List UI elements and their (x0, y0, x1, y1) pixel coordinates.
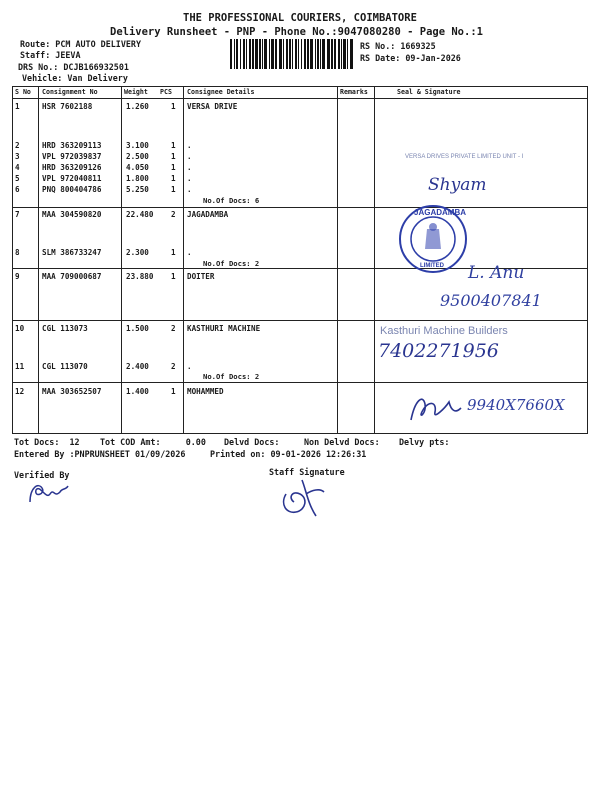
delivery-points: Delvy pts: (399, 437, 450, 447)
column-divider (374, 86, 375, 433)
row-consignee: . (187, 141, 192, 150)
row-divider (12, 382, 588, 383)
barcode (230, 39, 356, 69)
route-label: Route: PCM AUTO DELIVERY (20, 39, 142, 49)
barcode-bar (304, 39, 306, 69)
barcode-bar (252, 39, 254, 69)
signature-row-1: Shyam (428, 175, 487, 195)
kasthuri-company-stamp: Kasthuri Machine Builders (380, 325, 508, 337)
table-bottom-border (12, 433, 588, 434)
barcode-bar (301, 39, 302, 69)
versa-company-stamp: VERSA DRIVES PRIVATE LIMITED UNIT - I (405, 154, 524, 160)
row-pcs: 1 (171, 185, 176, 194)
row-pcs: 1 (171, 174, 176, 183)
barcode-bar (315, 39, 316, 69)
row-consignee: KASTHURI MACHINE (187, 324, 261, 333)
barcode-bar (236, 39, 238, 69)
barcode-bar (295, 39, 297, 69)
barcode-bar (234, 39, 235, 69)
row-weight: 1.400 (126, 387, 149, 396)
staff-label: Staff: JEEVA (20, 50, 81, 60)
column-divider (337, 86, 338, 433)
printed-on: Printed on: 09-01-2026 12:26:31 (210, 449, 367, 459)
row-sno: 6 (15, 185, 20, 194)
row-pcs: 2 (171, 324, 176, 333)
verified-by-signature (24, 478, 72, 508)
barcode-bar (275, 39, 277, 69)
company-title: THE PROFESSIONAL COURIERS, COIMBATORE (183, 12, 417, 24)
row-sno: 7 (15, 210, 20, 219)
barcode-bar (341, 39, 342, 69)
row-sno: 3 (15, 152, 20, 161)
table-top-border (12, 86, 588, 87)
runsheet-subtitle: Delivery Runsheet - PNP - Phone No.:9047080280 - Page No.:1 (110, 26, 483, 38)
header-weight: Weight (124, 88, 148, 96)
barcode-bar (269, 39, 270, 69)
row-weight: 2.400 (126, 362, 149, 371)
row-pcs: 1 (171, 272, 176, 281)
entered-by: Entered By :PNPRUNSHEET 01/09/2026 (14, 449, 186, 459)
signature-row-12 (405, 390, 465, 426)
rs-date: RS Date: 09-Jan-2026 (360, 53, 461, 63)
row-weight: 22.480 (126, 210, 154, 219)
barcode-bar (262, 39, 263, 69)
total-docs: Tot Docs: 12 (14, 437, 80, 447)
column-divider (587, 86, 588, 433)
receiver-name-row-9: L. Anu (468, 263, 525, 283)
row-sno: 11 (15, 362, 25, 371)
row-sno: 4 (15, 163, 20, 172)
row-pcs: 1 (171, 248, 176, 257)
row-pcs: 2 (171, 210, 176, 219)
row-consignee: DOITER (187, 272, 215, 281)
barcode-bar (310, 39, 313, 69)
row-consignee: . (187, 174, 192, 183)
barcode-bar (317, 39, 319, 69)
row-weight: 1.800 (126, 174, 149, 183)
barcode-bar (230, 39, 232, 69)
phone-row-12: 9940X7660X (467, 396, 565, 414)
barcode-bar (264, 39, 267, 69)
barcode-bar (249, 39, 251, 69)
row-weight: 4.050 (126, 163, 149, 172)
barcode-bar (286, 39, 288, 69)
barcode-bar (322, 39, 325, 69)
row-sno: 9 (15, 272, 20, 281)
row-consignment: HRD 363209126 (42, 163, 102, 172)
row-divider (12, 320, 588, 321)
barcode-bar (292, 39, 293, 69)
barcode-bar (343, 39, 346, 69)
row-consignee: VERSA DRIVE (187, 102, 238, 111)
row-weight: 1.260 (126, 102, 149, 111)
row-consignment: MAA 304590820 (42, 210, 102, 219)
row-consignment: HSR 7602188 (42, 102, 93, 111)
barcode-bar (255, 39, 258, 69)
column-divider (121, 86, 122, 433)
row-pcs: 1 (171, 387, 176, 396)
row-weight: 23.880 (126, 272, 154, 281)
row-pcs: 1 (171, 102, 176, 111)
barcode-bar (338, 39, 340, 69)
header-seal: Seal & Signature (397, 88, 461, 96)
phone-row-9: 9500407841 (440, 291, 542, 310)
row-pcs: 1 (171, 163, 176, 172)
row-pcs: 2 (171, 362, 176, 371)
barcode-bar (289, 39, 291, 69)
staff-signature-mark (276, 474, 328, 520)
row-sno: 1 (15, 102, 20, 111)
row-consignee: . (187, 248, 192, 257)
phone-row-10: 7402271956 (378, 340, 499, 362)
row-sno: 8 (15, 248, 20, 257)
row-consignment: CGL 113073 (42, 324, 88, 333)
barcode-bar (243, 39, 245, 69)
column-divider (38, 86, 39, 433)
barcode-bar (350, 39, 353, 69)
header-remarks: Remarks (340, 88, 368, 96)
row-weight: 2.300 (126, 248, 149, 257)
row-divider (12, 207, 588, 208)
row-consignment: PNQ 800404786 (42, 185, 102, 194)
docs-count-note: No.Of Docs: 2 (203, 372, 260, 381)
barcode-bar (240, 39, 241, 69)
row-weight: 2.500 (126, 152, 149, 161)
barcode-bar (259, 39, 261, 69)
barcode-bar (320, 39, 321, 69)
row-consignment: MAA 709000687 (42, 272, 102, 281)
row-sno: 10 (15, 324, 25, 333)
vehicle-label: Vehicle: Van Delivery (22, 73, 128, 83)
docs-count-note: No.Of Docs: 6 (203, 196, 260, 205)
header-consignee: Consignee Details (187, 88, 255, 96)
row-pcs: 1 (171, 152, 176, 161)
round-seal-lower-text: LIMITED (420, 263, 444, 269)
total-cod-amount: Tot COD Amt: 0.00 (100, 437, 206, 447)
barcode-bar (283, 39, 284, 69)
barcode-bar (307, 39, 309, 69)
row-consignee: . (187, 152, 192, 161)
row-weight: 3.100 (126, 141, 149, 150)
row-consignee: . (187, 163, 192, 172)
row-consignee: MOHAMMED (187, 387, 224, 396)
row-sno: 2 (15, 141, 20, 150)
row-weight: 1.500 (126, 324, 149, 333)
docs-count-note: No.Of Docs: 2 (203, 259, 260, 268)
row-sno: 5 (15, 174, 20, 183)
table-header-border (12, 98, 588, 99)
row-consignment: HRD 363209113 (42, 141, 102, 150)
barcode-bar (331, 39, 333, 69)
barcode-bar (327, 39, 330, 69)
barcode-bar (334, 39, 336, 69)
row-consignment: CGL 113070 (42, 362, 88, 371)
row-consignee: JAGADAMBA (187, 210, 229, 219)
header-consignment: Consignment No (42, 88, 98, 96)
delivered-docs: Delvd Docs: (224, 437, 280, 447)
barcode-bar (347, 39, 348, 69)
row-consignment: VPL 972039837 (42, 152, 102, 161)
barcode-bar (298, 39, 299, 69)
row-consignment: MAA 303652507 (42, 387, 102, 396)
row-consignment: VPL 972040811 (42, 174, 102, 183)
header-pcs: PCS (160, 88, 172, 96)
round-seal-text: JAGADAMBA (414, 208, 466, 217)
barcode-bar (279, 39, 282, 69)
barcode-bar (246, 39, 247, 69)
row-consignee: . (187, 185, 192, 194)
row-weight: 5.250 (126, 185, 149, 194)
staff-signature-label: Staff Signature (269, 467, 345, 477)
row-pcs: 1 (171, 141, 176, 150)
column-divider (12, 86, 13, 433)
verified-by-label: Verified By (14, 470, 70, 480)
row-consignment: SLM 386733247 (42, 248, 102, 257)
row-consignee: . (187, 362, 192, 371)
rs-number: RS No.: 1669325 (360, 41, 436, 51)
drs-number: DRS No.: DCJB166932501 (18, 62, 129, 72)
header-sno: S No (15, 88, 31, 96)
barcode-bar (271, 39, 274, 69)
non-delivered-docs: Non Delvd Docs: (304, 437, 380, 447)
column-divider (183, 86, 184, 433)
row-sno: 12 (15, 387, 25, 396)
